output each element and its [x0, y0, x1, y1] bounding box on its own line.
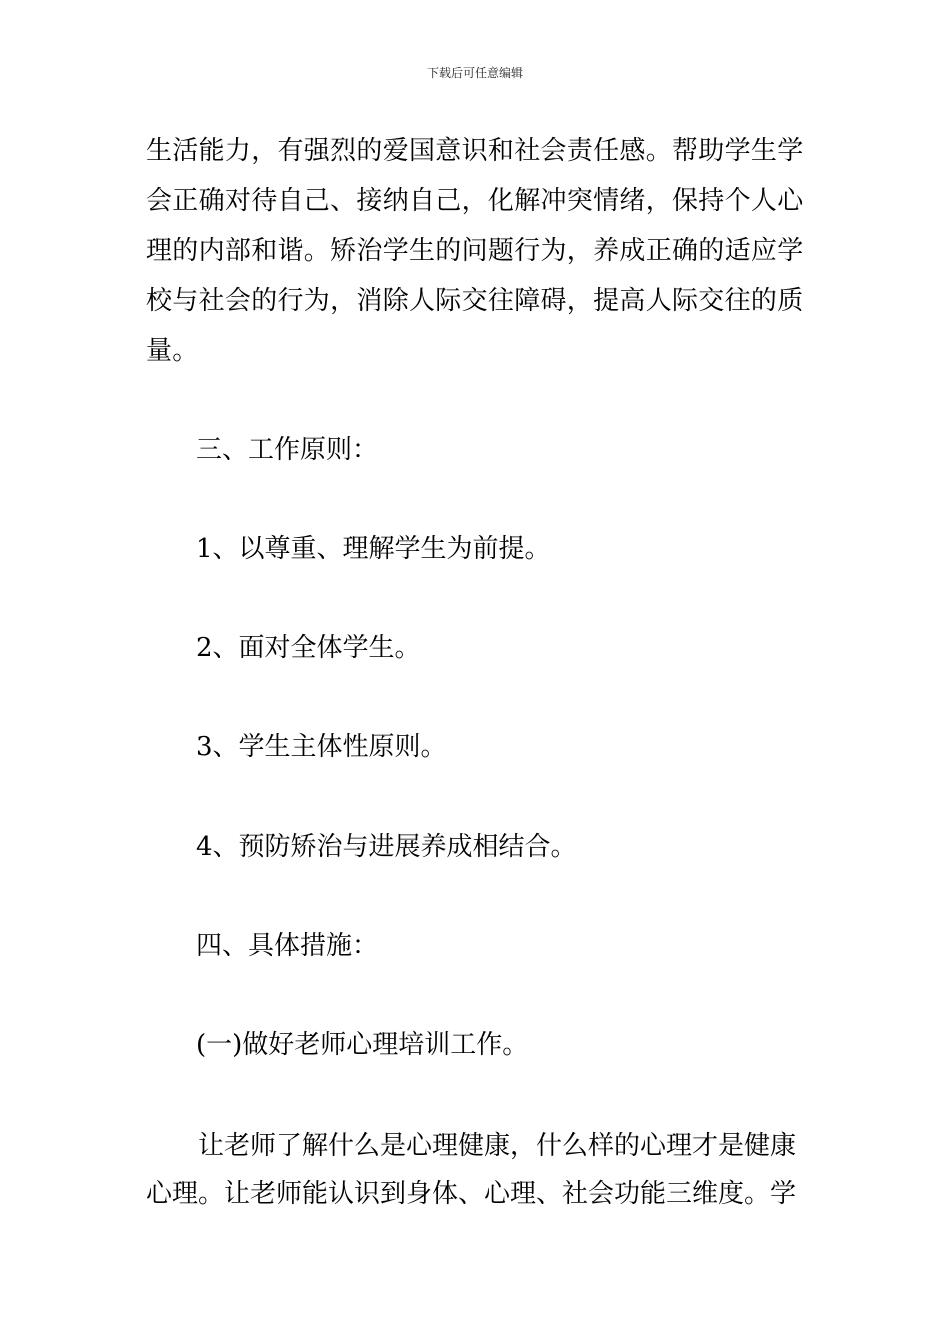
section-heading-work-principles: 三、工作原则： — [196, 435, 379, 465]
paragraph-line: 心理。让老师能认识到身体、心理、社会功能三维度。学 — [146, 1179, 797, 1209]
list-item: 4、预防矫治与进展养成相结合。 — [196, 832, 577, 862]
paragraph — [146, 1122, 808, 1218]
list-item: 2、面对全体学生。 — [196, 633, 421, 663]
subsection-heading: (一)做好老师心理培训工作。 — [196, 1030, 529, 1060]
paragraph-continued — [146, 126, 808, 376]
list-item: 3、学生主体性原则。 — [196, 732, 447, 762]
page-header: 下载后可任意编辑 — [426, 66, 523, 80]
paragraph-line: 会正确对待自己、接纳自己，化解冲突情绪，保持个人心 — [146, 186, 804, 216]
section-heading-specific-measures: 四、具体措施： — [196, 931, 379, 961]
paragraph-line: 生活能力，有强烈的爱国意识和社会责任感。帮助学生学 — [146, 136, 804, 166]
paragraph-line: 理的内部和谐。矫治学生的问题行为，养成正确的适应学 — [146, 236, 804, 266]
list-item: 1、以尊重、理解学生为前提。 — [196, 534, 551, 564]
paragraph-line: 校与社会的行为，消除人际交往障碍，提高人际交往的质 — [146, 286, 804, 316]
paragraph-line: 量。 — [146, 336, 199, 366]
paragraph-line: 让老师了解什么是心理健康，什么样的心理才是健康 — [198, 1131, 797, 1161]
